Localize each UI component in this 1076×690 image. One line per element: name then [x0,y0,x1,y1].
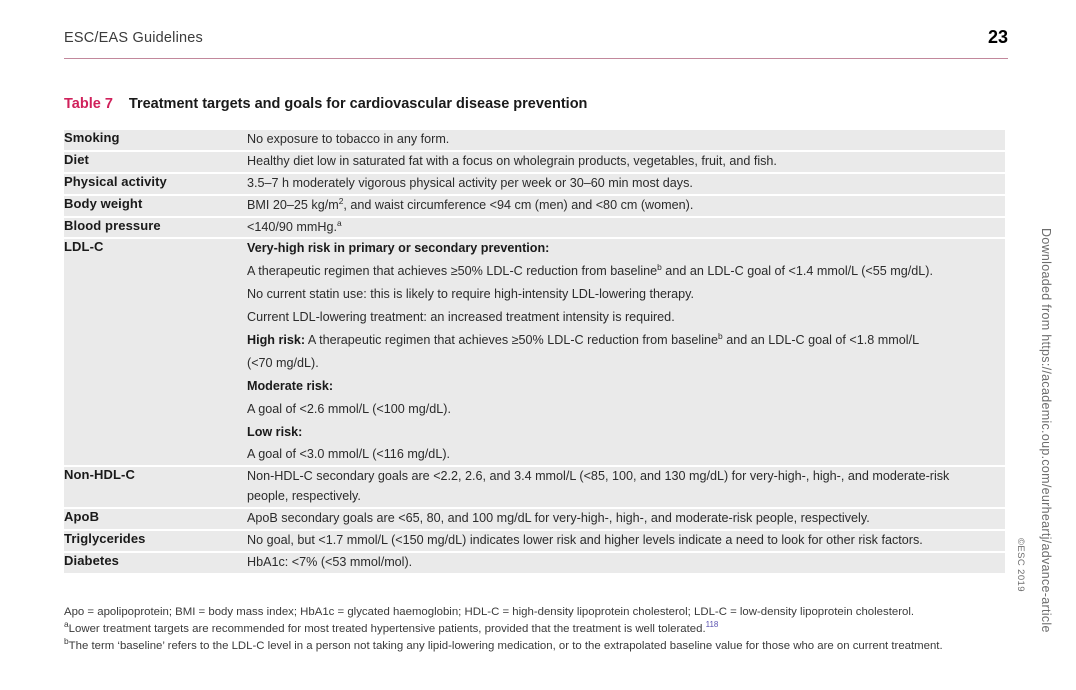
row-value-line: No exposure to tobacco in any form. [247,132,450,146]
row-value [247,130,1005,151]
treatment-targets-table [64,130,1005,573]
download-source-stamp: Downloaded from https://academic.oup.com/eurheartj/advance-article [1039,228,1053,633]
value-emphasis: High risk: [247,333,306,348]
footnote-a-marker: a [64,619,69,630]
row-value-line [247,423,1005,443]
table-row [64,530,1005,552]
row-label: ApoB [64,508,247,530]
row-value [247,508,1005,530]
row-value-line: 3.5–7 h moderately vigorous physical activity per week or 30–60 min most days. [247,175,693,190]
row-value-line: A goal of <3.0 mmol/L (<116 mg/dL). [247,447,451,462]
footnote-b-marker: b [64,635,69,646]
row-value-line: A therapeutic regimen that achieves ≥50% LDL-C reduction from baseline$^b$ and an LDL-C goal of <1.4 mmol/L (<55 mg/dL). [247,262,933,279]
row-value-line: BMI 20–25 $kg/m^2$, and waist circumference <94 cm (men) and <80 cm (women). [247,195,694,212]
row-value [247,552,1005,573]
row-value-line: <140/90 mmHg.$^a$ [247,217,342,234]
page-number: 23 [987,27,1008,47]
footnote-a [64,621,1002,638]
row-label: Diabetes [64,552,247,573]
row-value-line: people, respectively. [247,489,361,504]
table-row [64,466,1005,508]
footnote-a-reference[interactable]: 118 [705,620,719,630]
row-value-line: HbA1c: <7% (<53 mmol/mol). [247,554,413,569]
page-running-head [64,27,1008,60]
table-body [64,130,1005,573]
table-row [64,508,1005,530]
row-label: Non-HDL-C [64,466,247,508]
value-emphasis: Moderate risk: [247,378,334,393]
footnote-b [64,635,1002,655]
row-value-line: Non-HDL-C secondary goals are <2.2, 2.6, and 3.4 mmol/L (<85, 100, and 130 mg/dL) for very-high-, high-, and moderate-risk [247,469,950,484]
footnote-b-text: The term ‘baseline’ refers to the LDL-C level in a person not taking any lipid-lowering medication, or to the extrapolated baseline value for those who are on current treatment. [68,639,943,652]
row-value-line: ApoB secondary goals are <65, 80, and 100 mg/dL for very-high-, high-, and moderate-risk people, respectively. [247,511,870,526]
row-value-line: No current statin use: this is likely to require high-intensity LDL-lowering therapy. [247,287,695,302]
table-row [64,195,1005,217]
row-label: Smoking [64,130,247,151]
running-head-title: ESC/EAS Guidelines [64,30,203,46]
footnote-abbreviations: Apo = apolipoprotein; BMI = body mass index; HbA1c = glycated haemoglobin; HDL-C = high-density lipoprotein cholesterol; LDL-C = low-density lipoprotein cholesterol. [64,606,915,618]
table-row [64,151,1005,173]
table-row [64,217,1005,239]
footnote-marker: a [336,217,342,228]
table-row [64,238,1005,466]
value-emphasis: Very-high risk in primary or secondary prevention: [247,241,550,256]
row-label: Physical activity [64,173,247,195]
table-caption-text: Treatment targets and goals for cardiovascular disease prevention [128,96,588,112]
row-value-line: High risk: A therapeutic regimen that achieves ≥50% LDL-C reduction from baseline$^b$ and an LDL-C goal of <1.8 mmol/L [247,330,920,348]
row-label: Body weight [64,195,247,217]
row-value [247,217,1005,239]
row-label: Blood pressure [64,217,247,239]
row-value [247,195,1005,217]
row-value-line: A goal of <2.6 mmol/L (<100 mg/dL). [247,401,451,416]
table-caption-label: Table 7 [64,96,113,112]
row-value-line: Current LDL-lowering treatment: an increased treatment intensity is required. [247,310,675,325]
header-rule [64,58,1008,59]
row-value [247,530,1005,552]
row-value [247,151,1005,173]
value-emphasis: Low risk: [247,424,303,439]
table-row [64,130,1005,151]
row-value-line: Healthy diet low in saturated fat with a focus on wholegrain products, vegetables, fruit, and fish. [247,153,777,168]
row-value [247,466,1005,508]
row-value [247,238,1005,466]
row-value-line [247,239,1005,259]
row-value-line: (<70 mg/dL). [247,355,319,370]
footnote-marker: b [657,262,662,273]
row-value-line: No goal, but <1.7 mmol/L (<150 mg/dL) indicates lower risk and higher levels indicate a need to look for other risk factors. [247,533,923,548]
footnote-a-text: Lower treatment targets are recommended for most treated hypertensive patients, provided that the treatment is well tolerated. [68,622,706,635]
footnote-marker: 2 [338,195,344,206]
footnote-marker: b [718,330,723,341]
row-value [247,173,1005,195]
row-value-line [247,377,1005,397]
table-footnotes [64,604,1002,655]
row-label: LDL-C [64,238,247,466]
copyright-stamp: ©ESC 2019 [1015,538,1026,592]
table-caption [64,96,587,112]
row-label: Triglycerides [64,530,247,552]
table-row [64,552,1005,573]
row-label: Diet [64,151,247,173]
table-row [64,173,1005,195]
